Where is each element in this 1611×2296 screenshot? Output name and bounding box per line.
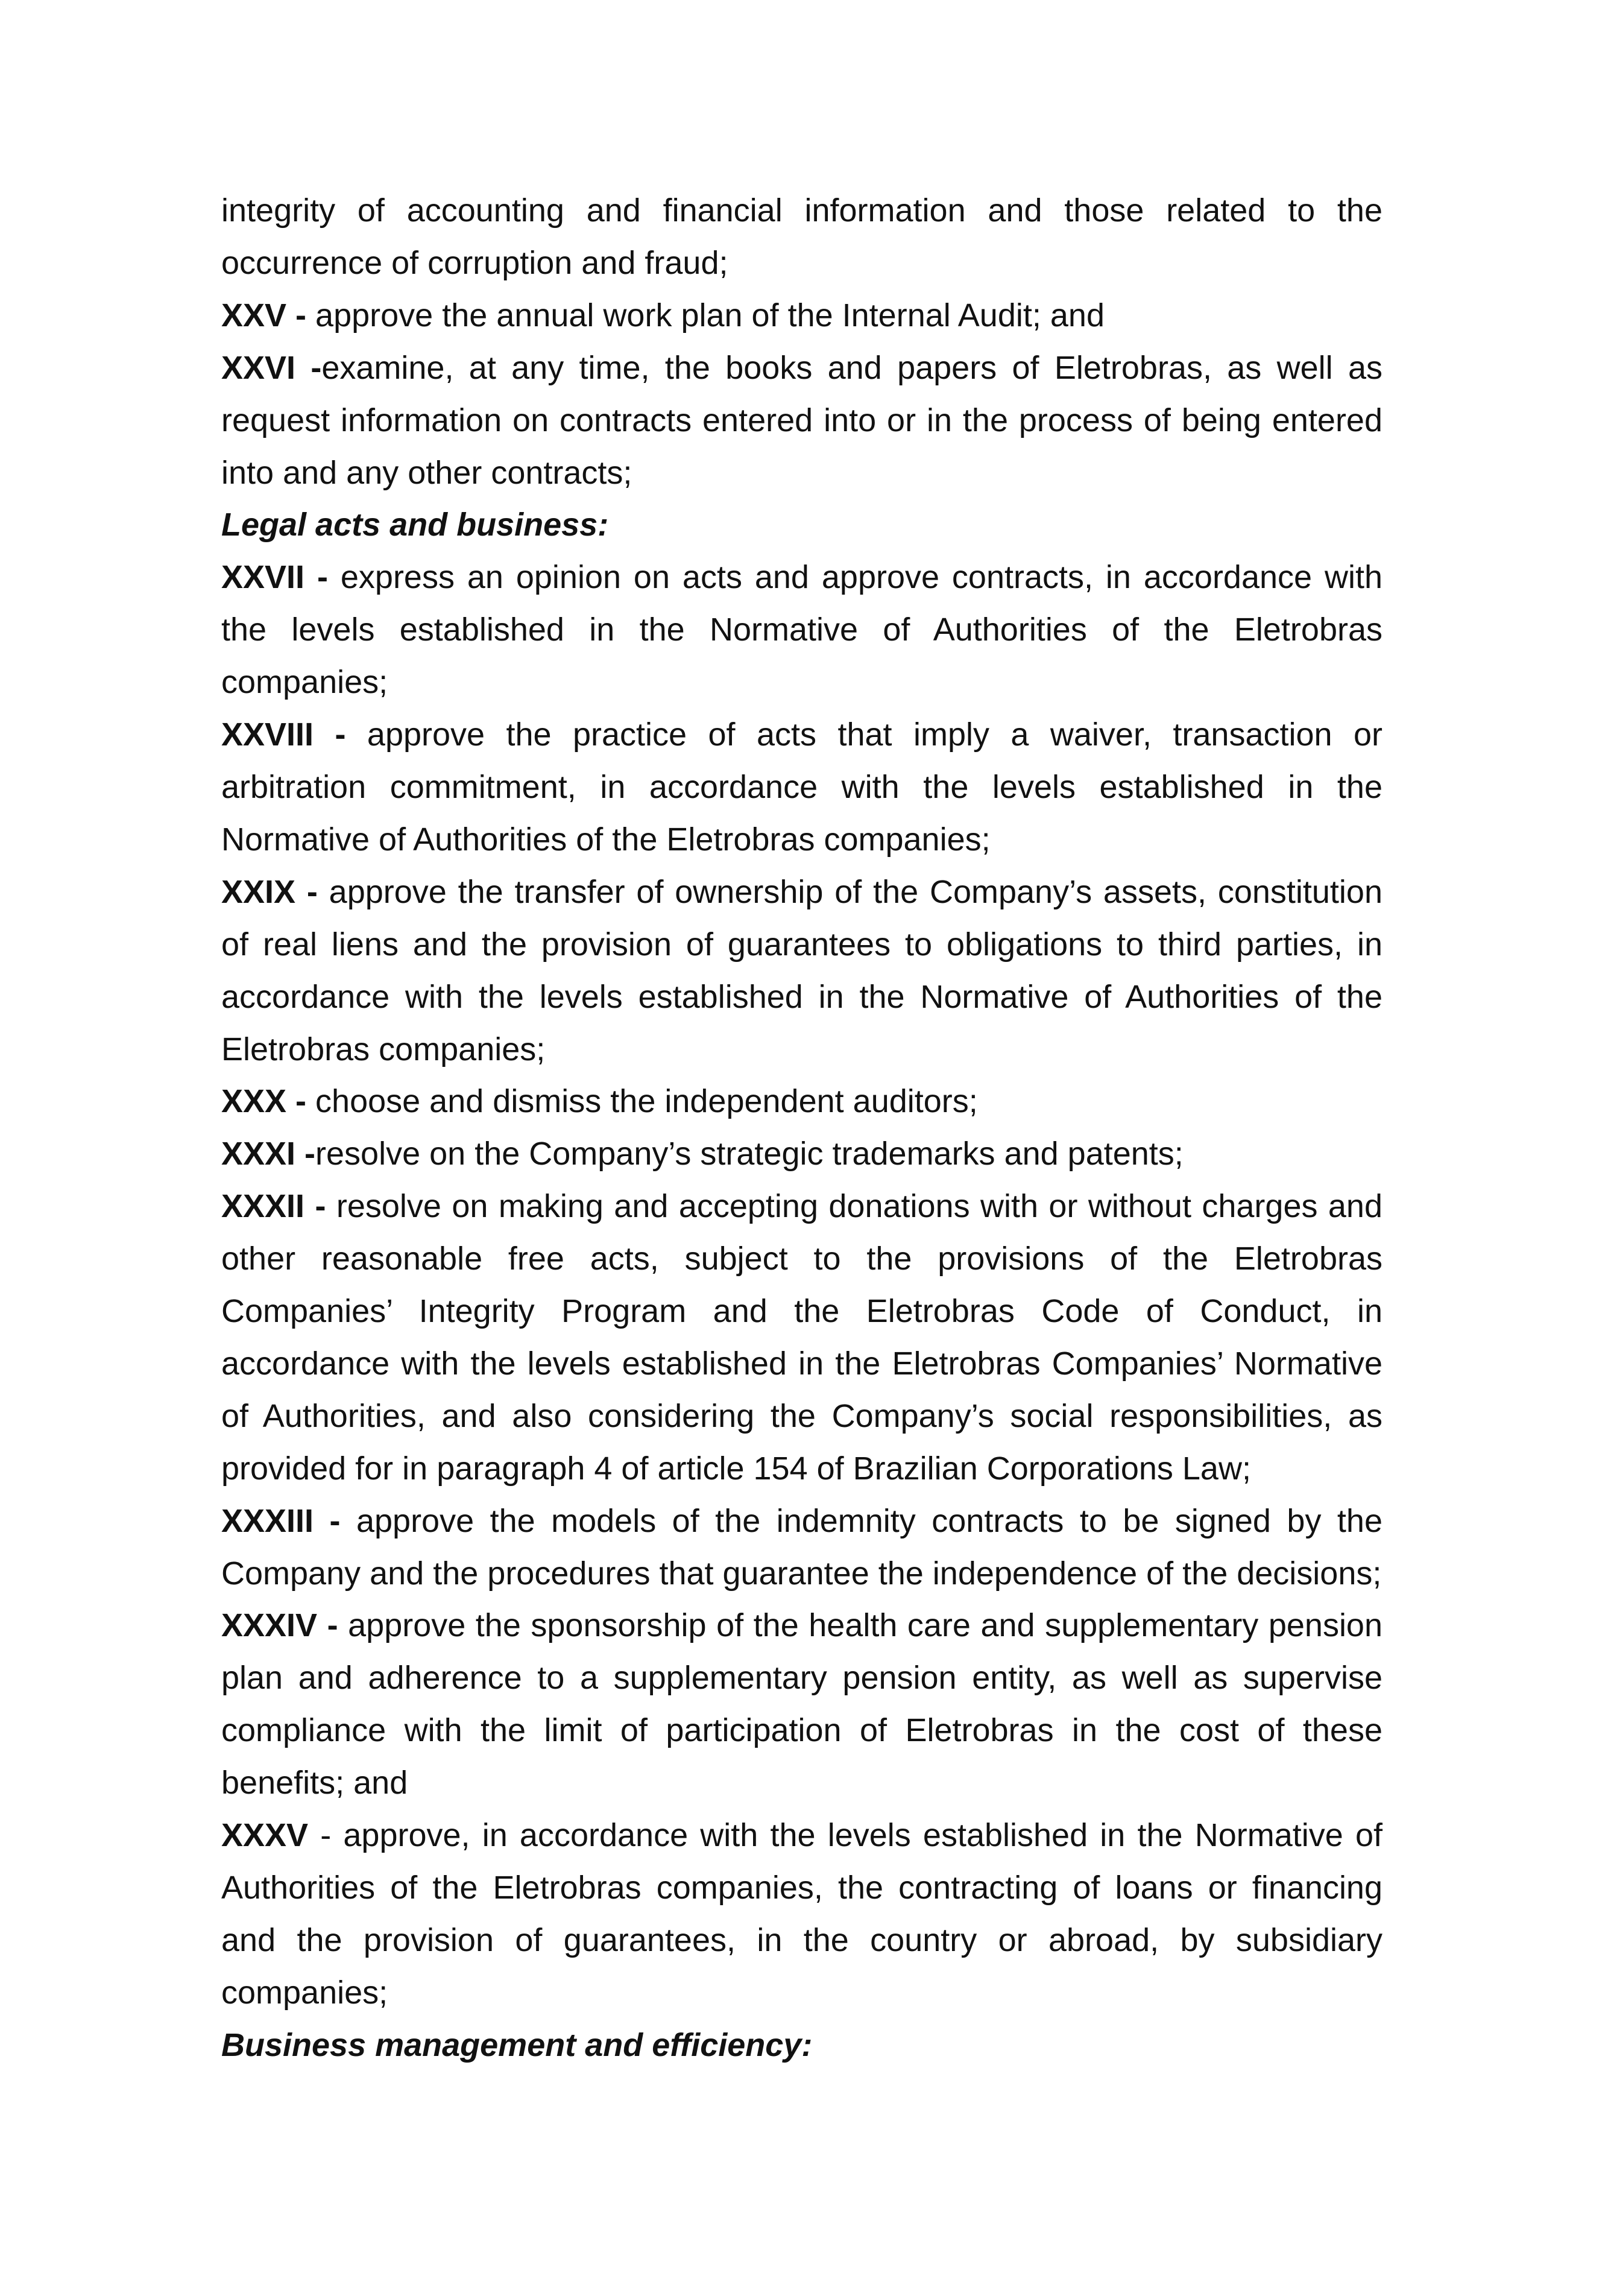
item-number: XXXIII - bbox=[221, 1502, 341, 1539]
item-xxxv bbox=[221, 1809, 1382, 2019]
item-xxv bbox=[221, 289, 1382, 342]
item-number: XXVI - bbox=[221, 349, 322, 386]
document-page bbox=[221, 185, 1382, 2072]
item-number: XXV - bbox=[221, 297, 307, 334]
item-text: resolve on the Company’s strategic trademarks and patents; bbox=[315, 1136, 1184, 1172]
section-heading-business-management: Business management and efficiency: bbox=[221, 2026, 813, 2063]
item-xxvi bbox=[221, 342, 1382, 499]
item-text: resolve on making and accepting donations with or without charges and other reasonable free acts, subject to the provisions of the Eletrobras Companies’ Integrity Program and the Eletrobras Code of Conduct, in accordance with the levels established in the Eletrobras Companies’ Normative of Authorities, and also considering the Company’s social responsibilities, as provided for in paragraph 4 of article 154 of Brazilian Corporations Law; bbox=[221, 1188, 1382, 1487]
item-number: XXXI - bbox=[221, 1136, 316, 1172]
item-xxxiii bbox=[221, 1495, 1382, 1600]
item-text: integrity of accounting and financial information and those related to the occurrence of corruption and fraud; bbox=[221, 192, 1382, 281]
item-xxix bbox=[221, 866, 1382, 1076]
item-xxvii bbox=[221, 551, 1382, 709]
item-text: examine, at any time, the books and papers of Eletrobras, as well as request information on contracts entered into or in the process of being entered into and any other contracts; bbox=[221, 349, 1382, 491]
item-text: approve the transfer of ownership of the Company’s assets, constitution of real liens and the provision of guarantees to obligations to third parties, in accordance with the levels established in the Normative of Authorities of the Eletrobras companies; bbox=[221, 873, 1382, 1067]
item-number: XXXIV - bbox=[221, 1607, 338, 1644]
item-number: XXXII - bbox=[221, 1188, 326, 1225]
item-text: approve the annual work plan of the Internal Audit; and bbox=[306, 297, 1105, 334]
section-heading-legal-acts: Legal acts and business: bbox=[221, 507, 609, 543]
item-number: XXVIII - bbox=[221, 716, 346, 753]
item-text: approve the models of the indemnity contracts to be signed by the Company and the procedures that guarantee the independence of the decisions; bbox=[221, 1502, 1382, 1592]
item-xxviii bbox=[221, 709, 1382, 866]
item-text: approve the practice of acts that imply a waiver, transaction or arbitration commitment, in accordance with the levels established in the Normative of Authorities of the Eletrobras companies; bbox=[221, 716, 1382, 858]
paragraph-integrity-continuation bbox=[221, 185, 1382, 289]
item-xxxi bbox=[221, 1128, 1382, 1180]
item-xxx bbox=[221, 1075, 1382, 1128]
item-text: choose and dismiss the independent auditors; bbox=[306, 1083, 978, 1120]
item-number: XXVII - bbox=[221, 559, 328, 596]
item-text: approve the sponsorship of the health care and supplementary pension plan and adherence to a supplementary pension entity, as well as supervise compliance with the limit of participation of Eletrobras in the cost of these benefits; and bbox=[221, 1607, 1383, 1801]
item-number: XXIX - bbox=[221, 873, 318, 910]
item-xxxiv bbox=[221, 1599, 1382, 1809]
item-xxxii bbox=[221, 1180, 1382, 1494]
item-text: express an opinion on acts and approve contracts, in accordance with the levels established in the Normative of Authorities of the Eletrobras companies; bbox=[221, 559, 1383, 701]
item-text: - approve, in accordance with the levels established in the Normative of Authorities of the Eletrobras companies, the contracting of loans or financing and the provision of guarantees, in the country or abroad, by subsidiary companies; bbox=[221, 1817, 1382, 2011]
item-number: XXXV bbox=[221, 1817, 309, 1854]
item-number: XXX - bbox=[221, 1083, 307, 1120]
